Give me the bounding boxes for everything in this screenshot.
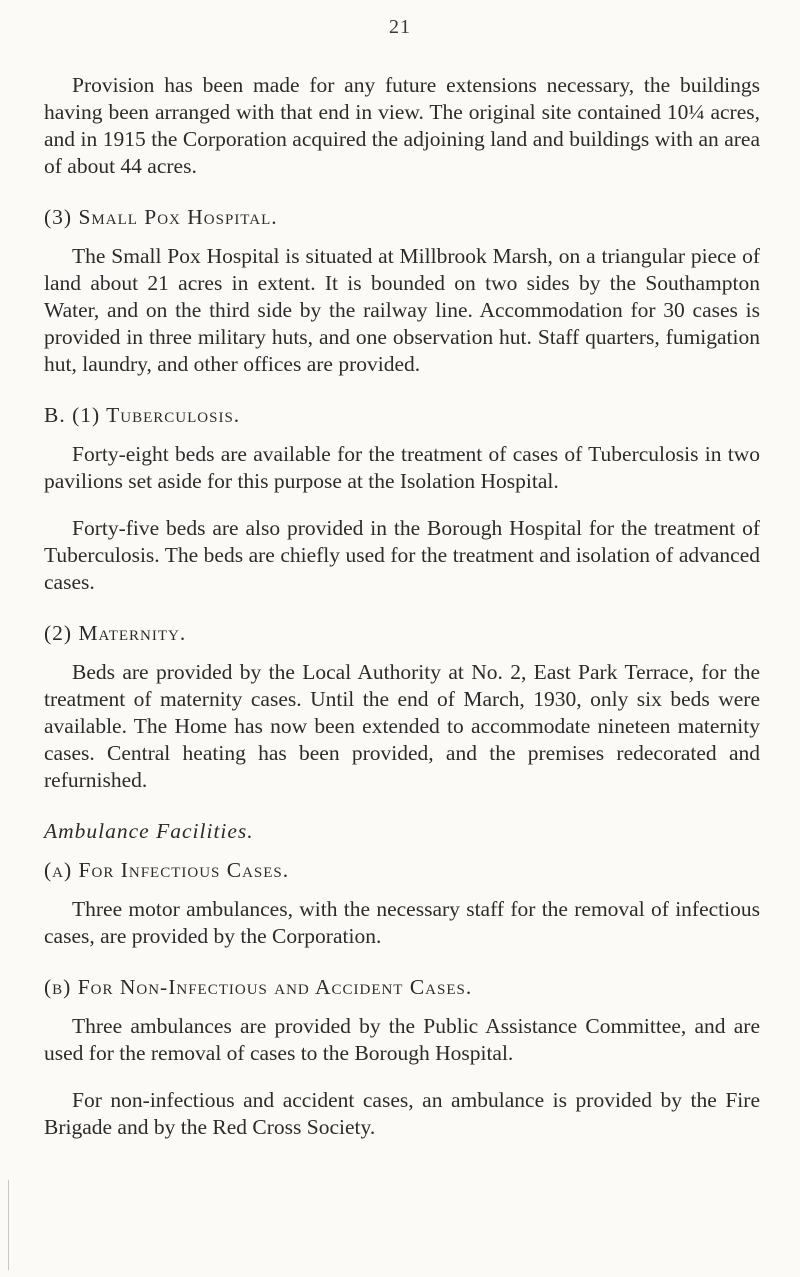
small-pox-heading: (3) Small Pox Hospital. <box>44 205 278 229</box>
non-infectious-paragraph-1: Three ambulances are provided by the Public Assistance Committee, and are used for the removal of cases to the Borough Hospital. <box>44 1014 760 1065</box>
tuberculosis-paragraph-2: Forty-five beds are also provided in the Borough Hospital for the treatment of Tuberculosis. The beds are chiefly used for the treatment and isolation of advanced cases. <box>44 516 760 594</box>
non-infectious-paragraph-2: For non-infectious and accident cases, an ambulance is provided by the Fire Brigade and by the Red Cross Society. <box>44 1088 760 1139</box>
infectious-cases-paragraph: Three motor ambulances, with the necessary staff for the removal of infectious cases, are provided by the Corporation. <box>44 897 760 948</box>
tuberculosis-heading: B. (1) Tuberculosis. <box>44 403 241 427</box>
page-number: 21 <box>389 16 411 38</box>
infectious-cases-heading: (a) For Infectious Cases. <box>44 858 290 882</box>
page-edge-mark <box>8 1180 9 1270</box>
page-body <box>44 72 760 1141</box>
maternity-paragraph: Beds are provided by the Local Authority at No. 2, East Park Terrace, for the treatment of maternity cases. Until the end of March, 1930, only six beds were available. The Home has now been extended to accommodate nineteen maternity cases. Central heating has been provided, and the premises redecorated and refurnished. <box>44 660 760 792</box>
maternity-heading: (2) Maternity. <box>44 621 187 645</box>
ambulance-heading: Ambulance Facilities. <box>44 819 254 843</box>
non-infectious-heading: (b) For Non-Infectious and Accident Cases. <box>44 975 473 999</box>
small-pox-paragraph: The Small Pox Hospital is situated at Millbrook Marsh, on a triangular piece of land about 21 acres in extent. It is bounded on two sides by the Southampton Water, and on the third side by the railway line. Accommodation for 30 cases is provided in three military huts, and one observation hut. Staff quarters, fumigation hut, laundry, and other offices are provided. <box>44 244 760 376</box>
intro-paragraph: Provision has been made for any future extensions necessary, the buildings having been arranged with that end in view. The original site contained 10¼ acres, and in 1915 the Corporation acquired the adjoining land and buildings with an area of about 44 acres. <box>44 73 760 178</box>
tuberculosis-paragraph-1: Forty-eight beds are available for the treatment of cases of Tuberculosis in two pavilions set aside for this purpose at the Isolation Hospital. <box>44 442 760 493</box>
